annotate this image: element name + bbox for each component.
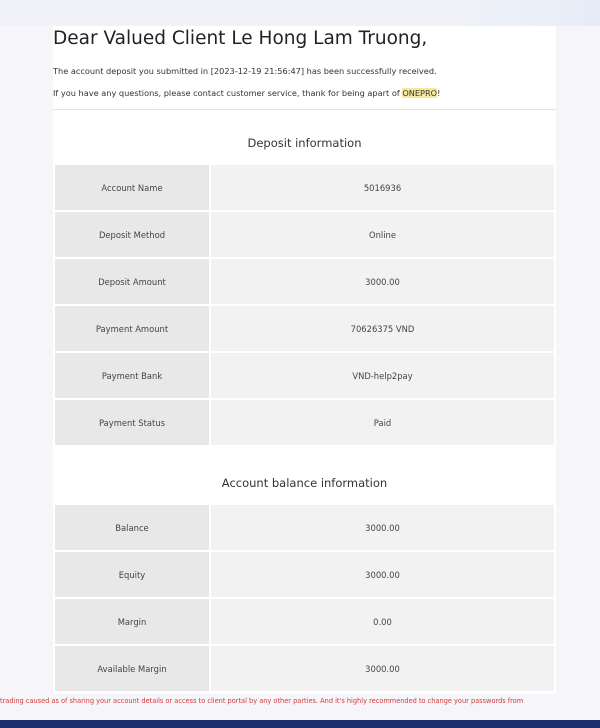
table-row bbox=[55, 306, 554, 351]
received-message: The account deposit you submitted in [2023-12-19 21:56:47] has been successfully received. bbox=[53, 66, 437, 76]
table-row bbox=[55, 400, 554, 445]
footer-bar bbox=[0, 720, 600, 728]
greeting-heading: Dear Valued Client Le Hong Lam Truong, bbox=[53, 28, 428, 49]
row-label: Payment Bank bbox=[55, 353, 209, 398]
row-value: VND-help2pay bbox=[211, 353, 554, 398]
row-value: 3000.00 bbox=[211, 552, 554, 597]
footer-warning-note: trading caused as of sharing your account details or access to client portal by any other parties. And it's highly recommended to change your passwords from bbox=[0, 697, 524, 705]
row-value: 3000.00 bbox=[211, 646, 554, 691]
row-label: Payment Amount bbox=[55, 306, 209, 351]
row-value: Online bbox=[211, 212, 554, 257]
deposit-info-title: Deposit information bbox=[247, 136, 362, 150]
contact-message-prefix: If you have any questions, please contact customer service, thank for being apart of bbox=[53, 88, 403, 98]
row-label: Equity bbox=[55, 552, 209, 597]
row-value: 0.00 bbox=[211, 599, 554, 644]
table-row bbox=[55, 505, 554, 550]
row-label: Available Margin bbox=[55, 646, 209, 691]
row-label: Balance bbox=[55, 505, 209, 550]
row-label: Account Name bbox=[55, 165, 209, 210]
row-value: 70626375 VND bbox=[211, 306, 554, 351]
table-row bbox=[55, 552, 554, 597]
row-value: Paid bbox=[211, 400, 554, 445]
row-value: 5016936 bbox=[211, 165, 554, 210]
email-card bbox=[53, 26, 556, 694]
table-row bbox=[55, 165, 554, 210]
contact-message-suffix: ! bbox=[437, 88, 441, 98]
row-value: 3000.00 bbox=[211, 259, 554, 304]
table-row bbox=[55, 353, 554, 398]
row-value: 3000.00 bbox=[211, 505, 554, 550]
row-label: Deposit Method bbox=[55, 212, 209, 257]
top-glow bbox=[450, 0, 600, 26]
row-label: Payment Status bbox=[55, 400, 209, 445]
table-row bbox=[55, 259, 554, 304]
balance-info-table bbox=[55, 505, 554, 693]
table-row bbox=[55, 599, 554, 644]
row-label: Margin bbox=[55, 599, 209, 644]
divider bbox=[53, 109, 556, 110]
table-row bbox=[55, 646, 554, 691]
balance-info-title: Account balance information bbox=[221, 476, 388, 490]
contact-message bbox=[53, 88, 440, 98]
deposit-info-table bbox=[55, 165, 554, 447]
table-row bbox=[55, 212, 554, 257]
brand-highlight: ONEPRO bbox=[402, 88, 438, 98]
row-label: Deposit Amount bbox=[55, 259, 209, 304]
